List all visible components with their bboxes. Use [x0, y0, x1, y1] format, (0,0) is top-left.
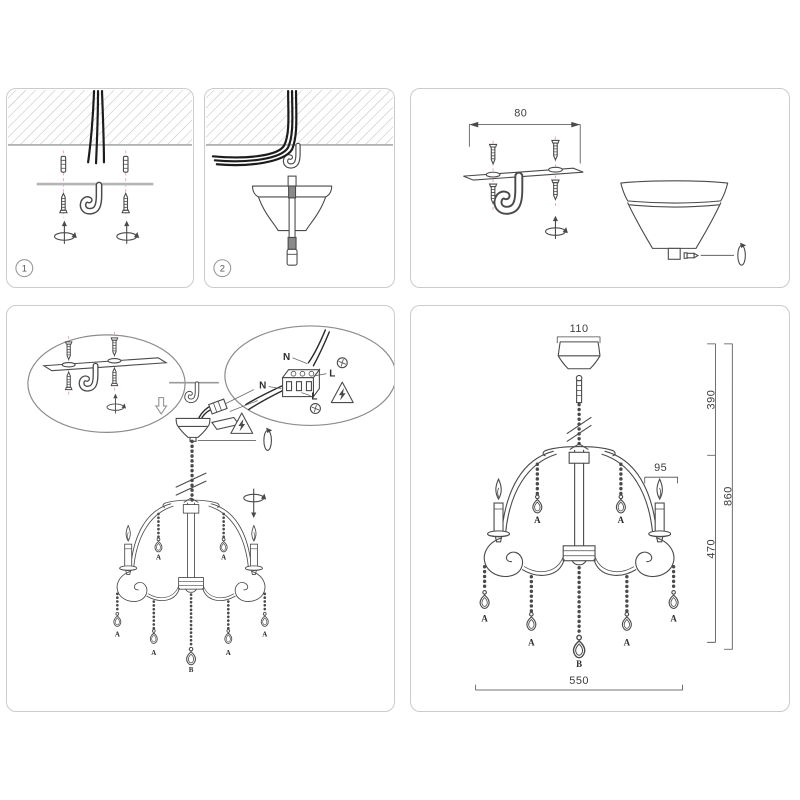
canopy-width-value: 110	[569, 322, 589, 335]
wall-anchor	[123, 156, 128, 172]
suspension-rod	[287, 176, 297, 265]
canopy	[176, 406, 214, 442]
bracket-width-value: 80	[514, 107, 528, 120]
label-neutral: N	[259, 380, 267, 392]
ceiling-with-hook	[169, 383, 219, 401]
panel-mounting-dimensions	[410, 88, 790, 288]
rotate-icon	[738, 243, 746, 266]
step-number: 2	[219, 262, 225, 274]
label-line: L	[311, 391, 318, 403]
canopy	[558, 342, 600, 403]
screw	[60, 193, 67, 212]
suspension-chain	[176, 441, 206, 500]
canopy-side-view	[621, 181, 728, 259]
rotate-icon	[107, 394, 126, 413]
dimension-80	[469, 108, 580, 164]
wiring-callout-content	[246, 330, 353, 414]
screw	[552, 140, 559, 159]
ceiling-hook-icon	[498, 176, 519, 210]
mounting-callout-content	[44, 332, 166, 413]
rotate-icon	[244, 489, 266, 518]
panel-step-1	[6, 88, 194, 288]
set-screw	[684, 253, 698, 258]
ceiling-hook-icon	[82, 366, 96, 389]
wall-anchor	[61, 156, 66, 172]
label-line: L	[329, 368, 336, 380]
terminal-screw-icon	[310, 404, 320, 414]
step-number-badge	[214, 260, 231, 277]
total-height-value: 860	[722, 486, 735, 506]
fixture-height-value: 470	[705, 538, 718, 559]
terminal-block-small	[209, 399, 227, 414]
panel-step-2	[204, 88, 395, 288]
rotate-icon	[546, 216, 568, 239]
candle-width-value: 95	[654, 462, 668, 475]
screw	[122, 193, 129, 212]
screw	[65, 342, 71, 359]
ceiling-hatch	[206, 90, 393, 145]
ceiling-hook-icon	[83, 185, 99, 211]
fixture-width-value: 550	[569, 675, 589, 688]
label-neutral: N	[282, 351, 291, 363]
dimension-95	[645, 462, 678, 483]
dimension-110	[557, 323, 600, 343]
panel-assembly-wiring	[6, 305, 395, 712]
screw	[65, 372, 71, 389]
screw	[111, 338, 117, 355]
insert-arrow-icon	[156, 398, 167, 414]
step-number: 1	[21, 262, 27, 274]
mounting-plate	[463, 167, 583, 180]
screw	[111, 368, 117, 385]
rotate-icon	[264, 428, 272, 451]
suspension-height-value: 390	[705, 389, 718, 410]
suspension-chain	[567, 405, 591, 448]
electric-shock-warning-icon	[331, 382, 353, 402]
terminal-screw-icon	[337, 358, 347, 368]
rotate-icon	[117, 221, 139, 244]
dimension-550	[476, 675, 683, 690]
ceiling-hatch	[8, 90, 192, 145]
mounting-callout	[28, 335, 185, 432]
step-number-badge	[16, 260, 33, 277]
screw	[552, 180, 559, 199]
rotate-icon	[54, 221, 76, 244]
screw	[490, 144, 497, 163]
dimension-860	[722, 344, 734, 649]
dimension-390-470	[705, 344, 717, 642]
panel-product-dimensions	[410, 305, 790, 712]
